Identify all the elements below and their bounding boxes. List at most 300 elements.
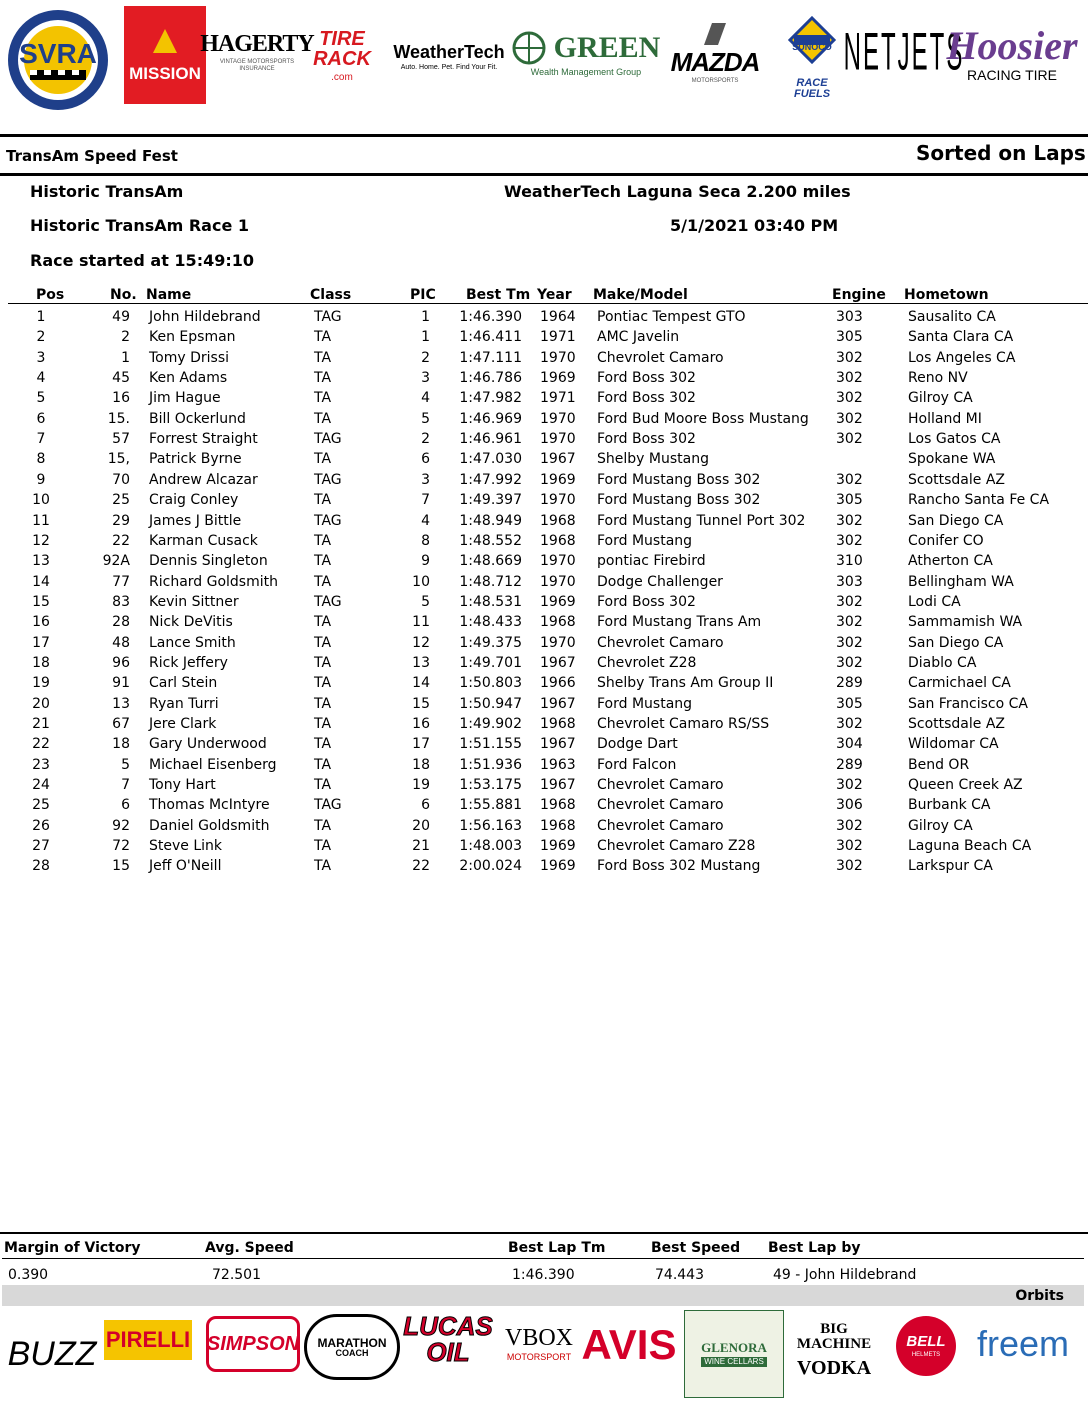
engine-cell: 302 [836, 390, 863, 407]
car-number-cell: 16 [112, 390, 130, 407]
result-row [0, 472, 1088, 492]
make-model-cell: Ford Mustang Boss 302 [597, 471, 761, 488]
hometown-cell: Lodi CA [908, 593, 961, 610]
car-number-cell: 96 [112, 654, 130, 671]
hometown-cell: Diablo CA [908, 654, 977, 671]
class-cell: TA [314, 573, 332, 590]
hometown-cell: Sammamish WA [908, 614, 1023, 631]
sunoco-logo [782, 8, 842, 108]
hometown-cell: Spokane WA [908, 451, 996, 468]
pic-cell: 2 [421, 349, 430, 366]
pic-cell: 19 [412, 777, 430, 794]
result-row [0, 716, 1088, 736]
pic-cell: 3 [421, 370, 430, 387]
simpson-logo [206, 1316, 300, 1372]
engine-cell: 302 [836, 410, 863, 427]
best-time-cell: 1:55.881 [459, 797, 522, 814]
best-time-cell: 1:48.531 [459, 593, 522, 610]
sort-label: Sorted on Laps [916, 141, 1086, 165]
engine-cell: 302 [836, 512, 863, 529]
year-cell: 1970 [540, 349, 576, 366]
weathertech-tagline: Auto. Home. Pet. Find Your Fit. [400, 63, 498, 71]
driver-name-cell: Thomas McIntyre [149, 797, 270, 814]
lucas-oil-wordmark: LUCAS OIL [403, 1311, 493, 1367]
best-time-cell: 1:46.969 [459, 410, 522, 427]
driver-name-cell: Ken Epsman [149, 329, 236, 346]
engine-cell: 302 [836, 817, 863, 834]
pos-cell: 6 [36, 410, 46, 427]
pic-cell: 10 [412, 573, 430, 590]
year-cell: 1970 [540, 410, 576, 427]
pic-cell: 7 [421, 492, 430, 509]
result-row [0, 370, 1088, 390]
class-cell: TA [314, 817, 332, 834]
car-number-cell: 91 [112, 675, 130, 692]
group-name: Historic TransAm [30, 182, 184, 201]
tirerack-logo [302, 18, 382, 94]
hometown-cell: Scottsdale AZ [908, 471, 1006, 488]
col-name: Name [146, 287, 192, 303]
col-best-time: Best Tm [466, 287, 531, 303]
result-row [0, 777, 1088, 797]
best-time-cell: 1:46.411 [459, 329, 522, 346]
engine-cell: 302 [836, 777, 863, 794]
pos-cell: 26 [32, 817, 50, 834]
best-time-cell: 1:49.375 [459, 634, 522, 651]
class-cell: TA [314, 349, 332, 366]
weathertech-wordmark: WeatherTech [393, 41, 505, 62]
class-cell: TA [314, 329, 332, 346]
class-cell: TA [314, 858, 332, 875]
pic-cell: 12 [412, 634, 430, 651]
column-header-rule [8, 303, 1088, 304]
year-cell: 1971 [540, 329, 576, 346]
make-model-cell: Chevrolet Z28 [597, 654, 697, 671]
make-model-cell: Ford Falcon [597, 756, 677, 773]
make-model-cell: Pontiac Tempest GTO [597, 309, 746, 325]
driver-name-cell: Tony Hart [149, 777, 216, 794]
driver-name-cell: John Hildebrand [149, 309, 261, 325]
best-time-cell: 1:48.949 [459, 512, 522, 529]
engine-cell: 302 [836, 431, 863, 448]
year-cell: 1969 [540, 838, 576, 855]
car-number-cell: 28 [112, 614, 130, 631]
engine-cell: 302 [836, 370, 863, 387]
class-cell: TAG [314, 309, 342, 325]
year-cell: 1970 [540, 492, 576, 509]
engine-cell: 302 [836, 349, 863, 366]
svra-logo [2, 4, 114, 116]
make-model-cell: Ford Bud Moore Boss Mustang [597, 410, 809, 427]
result-row [0, 614, 1088, 634]
pos-cell: 2 [36, 329, 46, 346]
margin-of-victory-value: 0.390 [8, 1267, 49, 1283]
session-datetime: 5/1/2021 03:40 PM [670, 216, 839, 235]
driver-name-cell: Forrest Straight [149, 431, 258, 448]
pos-cell: 16 [32, 614, 50, 631]
big-machine-wordmark: BIG MACHINE [796, 1321, 872, 1352]
pic-cell: 17 [412, 736, 430, 753]
pos-cell: 3 [36, 349, 46, 366]
engine-cell: 303 [836, 309, 863, 325]
pos-cell: 12 [32, 532, 50, 549]
class-cell: TA [314, 553, 332, 570]
driver-name-cell: Bill Ockerlund [149, 410, 246, 427]
engine-cell: 302 [836, 858, 863, 875]
bell-wordmark: BELL [906, 1332, 946, 1350]
year-cell: 1964 [540, 309, 576, 325]
avg-speed-value: 72.501 [212, 1267, 261, 1283]
best-time-cell: 1:56.163 [459, 817, 522, 834]
pic-cell: 22 [412, 858, 430, 875]
best-time-cell: 1:48.433 [459, 614, 522, 631]
pos-cell: 18 [32, 654, 50, 671]
pos-cell: 13 [32, 553, 50, 570]
hometown-cell: Gilroy CA [908, 817, 973, 834]
engine-cell: 302 [836, 654, 863, 671]
sunoco-wordmark: SUNOCO [792, 42, 832, 52]
pic-cell: 5 [421, 593, 430, 610]
mazda-wordmark: MAZDA [670, 47, 760, 78]
pic-cell: 1 [421, 329, 430, 346]
simpson-wordmark: SIMPSON [206, 1333, 300, 1355]
pos-cell: 8 [36, 451, 46, 468]
mission-wordmark: MISSION [129, 63, 201, 83]
pic-cell: 16 [412, 716, 430, 732]
driver-name-cell: Andrew Alcazar [149, 471, 258, 488]
make-model-cell: Ford Boss 302 [597, 390, 696, 407]
class-cell: TA [314, 451, 332, 468]
result-row [0, 635, 1088, 655]
green-wordmark: GREEN [553, 30, 661, 64]
car-number-cell: 15 [112, 858, 130, 875]
pos-cell: 5 [36, 390, 46, 407]
make-model-cell: Chevrolet Camaro RS/SS [597, 716, 770, 732]
best-time-cell: 1:47.111 [459, 349, 522, 366]
pirelli-wordmark: PIRELLI [105, 1327, 191, 1352]
car-number-cell: 48 [112, 634, 130, 651]
sunoco-diamond-icon [788, 16, 836, 64]
car-number-cell: 92A [102, 553, 130, 570]
col-hometown: Hometown [904, 287, 989, 303]
result-row [0, 696, 1088, 716]
driver-name-cell: Daniel Goldsmith [149, 817, 270, 834]
hometown-cell: Sausalito CA [908, 309, 996, 325]
make-model-cell: AMC Javelin [597, 329, 680, 346]
hometown-cell: Reno NV [908, 370, 968, 387]
hoosier-logo [946, 4, 1078, 104]
result-row [0, 594, 1088, 614]
result-row [0, 838, 1088, 858]
year-cell: 1968 [540, 512, 576, 529]
col-class: Class [310, 287, 352, 303]
engine-cell: 303 [836, 573, 863, 590]
class-cell: TAG [314, 471, 342, 488]
year-cell: 1968 [540, 716, 576, 732]
orbits-label: Orbits [1015, 1288, 1064, 1304]
hometown-cell: Rancho Santa Fe CA [908, 492, 1050, 509]
engine-cell: 310 [836, 553, 863, 570]
year-cell: 1967 [540, 736, 576, 753]
driver-name-cell: Tomy Drissi [149, 349, 230, 366]
race-start-time: Race started at 15:49:10 [30, 251, 255, 270]
best-time-cell: 1:53.175 [459, 777, 522, 794]
make-model-cell: Ford Mustang [597, 532, 693, 549]
marathon-coach-text: COACH [335, 1347, 369, 1358]
year-cell: 1968 [540, 614, 576, 631]
engine-cell: 302 [836, 532, 863, 549]
best-lap-by-value: 49 - John Hildebrand [773, 1267, 917, 1283]
make-model-cell: Ford Boss 302 [597, 593, 696, 610]
car-number-cell: 5 [121, 756, 130, 773]
class-cell: TA [314, 410, 332, 427]
pic-cell: 1 [421, 309, 430, 325]
car-number-cell: 7 [121, 777, 130, 794]
glenora-wordmark: GLENORA [701, 1339, 767, 1355]
best-time-cell: 1:48.003 [459, 838, 522, 855]
car-number-cell: 6 [121, 797, 130, 814]
sunoco-tagline: RACE FUELS [793, 77, 831, 100]
tirerack-domain: .com [331, 72, 353, 83]
green-tagline: Wealth Management Group [530, 66, 642, 77]
class-cell: TA [314, 634, 332, 651]
pos-cell: 28 [32, 858, 50, 875]
car-number-cell: 49 [112, 309, 130, 325]
pic-cell: 18 [412, 756, 430, 773]
vbox-logo [505, 1314, 574, 1374]
buzz-wordmark: BUZZ [7, 1335, 97, 1373]
hometown-cell: Santa Clara CA [908, 329, 1014, 346]
driver-name-cell: Gary Underwood [149, 736, 267, 753]
result-row [0, 451, 1088, 471]
driver-name-cell: Jere Clark [149, 716, 217, 732]
hometown-cell: Carmichael CA [908, 675, 1011, 692]
big-machine-vodka-text: VODKA [796, 1357, 872, 1379]
driver-name-cell: Rick Jeffery [149, 654, 228, 671]
hometown-cell: Wildomar CA [908, 736, 999, 753]
hometown-cell: Holland MI [908, 410, 982, 427]
best-time-cell: 1:46.786 [459, 370, 522, 387]
driver-name-cell: Karman Cusack [149, 532, 258, 549]
hometown-cell: Los Gatos CA [908, 431, 1001, 448]
driver-name-cell: Carl Stein [149, 675, 218, 692]
hometown-cell: San Diego CA [908, 512, 1004, 529]
make-model-cell: Ford Boss 302 Mustang [597, 858, 761, 875]
class-cell: TA [314, 695, 332, 712]
result-row [0, 492, 1088, 512]
car-number-cell: 1 [121, 349, 130, 366]
class-cell: TAG [314, 797, 342, 814]
year-cell: 1968 [540, 797, 576, 814]
make-model-cell: Ford Mustang Tunnel Port 302 [597, 512, 806, 529]
pic-cell: 11 [412, 614, 430, 631]
mission-bell-icon [153, 29, 177, 53]
engine-cell: 302 [836, 471, 863, 488]
col-no: No. [110, 287, 137, 303]
engine-cell: 302 [836, 593, 863, 610]
engine-cell: 305 [836, 492, 863, 509]
glenora-logo [684, 1310, 784, 1398]
pos-cell: 15 [32, 593, 50, 610]
driver-name-cell: Michael Eisenberg [149, 756, 277, 773]
session-name: Historic TransAm Race 1 [30, 216, 250, 235]
orbits-bar [2, 1285, 1084, 1306]
class-cell: TA [314, 654, 332, 671]
engine-cell: 302 [836, 634, 863, 651]
car-number-cell: 77 [112, 573, 130, 590]
car-number-cell: 67 [112, 716, 130, 732]
event-title: TransAm Speed Fest [6, 147, 178, 165]
pic-cell: 9 [421, 553, 430, 570]
year-cell: 1969 [540, 858, 576, 875]
pos-cell: 22 [32, 736, 50, 753]
col-pic: PIC [410, 287, 436, 303]
sponsor-banner-bottom [0, 1306, 1088, 1408]
footer-top-rule [0, 1232, 1088, 1234]
year-cell: 1963 [540, 756, 576, 773]
year-cell: 1970 [540, 573, 576, 590]
driver-name-cell: Jim Hague [149, 390, 221, 407]
avg-speed-label: Avg. Speed [205, 1240, 294, 1256]
hometown-cell: Queen Creek AZ [908, 777, 1023, 794]
result-row [0, 513, 1088, 533]
best-time-cell: 1:51.155 [459, 736, 522, 753]
tirerack-wordmark: TIRE RACK [313, 28, 371, 70]
car-number-cell: 13 [112, 695, 130, 712]
best-lap-time-value: 1:46.390 [512, 1267, 575, 1283]
best-time-cell: 1:49.397 [459, 492, 522, 509]
year-cell: 1966 [540, 675, 576, 692]
sponsor-banner-top [0, 0, 1088, 128]
result-row [0, 390, 1088, 410]
result-row [0, 574, 1088, 594]
car-number-cell: 45 [112, 370, 130, 387]
green-wealth-logo [514, 8, 661, 100]
hoosier-tagline: RACING TIRE [967, 67, 1057, 83]
pos-cell: 24 [32, 777, 50, 794]
netjets-logo [843, 6, 965, 102]
result-row [0, 797, 1088, 817]
result-row [0, 411, 1088, 431]
header-top-rule [0, 134, 1088, 137]
driver-name-cell: Steve Link [149, 838, 223, 855]
engine-cell: 306 [836, 797, 863, 814]
hoosier-wordmark: Hoosier [946, 23, 1078, 68]
header-bottom-rule [0, 173, 1088, 176]
hagerty-wordmark: HAGERTY [200, 30, 314, 57]
make-model-cell: Chevrolet Camaro [597, 349, 724, 366]
make-model-cell: Chevrolet Camaro [597, 817, 724, 834]
car-number-cell: 15, [107, 451, 130, 468]
class-cell: TA [314, 736, 332, 753]
pos-cell: 10 [32, 492, 50, 509]
result-row [0, 329, 1088, 349]
col-year: Year [537, 287, 572, 303]
hagerty-tagline: VINTAGE MOTORSPORTS INSURANCE [219, 58, 295, 72]
engine-cell: 305 [836, 329, 863, 346]
driver-name-cell: Craig Conley [149, 492, 239, 509]
pic-cell: 4 [421, 390, 430, 407]
bell-tagline: HELMETS [911, 1351, 941, 1358]
col-pos: Pos [36, 287, 65, 303]
best-lap-time-label: Best Lap Tm [508, 1240, 606, 1256]
margin-of-victory-label: Margin of Victory [4, 1240, 141, 1256]
best-time-cell: 1:48.669 [459, 553, 522, 570]
best-time-cell: 1:48.552 [459, 532, 522, 549]
make-model-cell: Dodge Challenger [597, 573, 723, 590]
class-cell: TA [314, 756, 332, 773]
make-model-cell: Ford Mustang Boss 302 [597, 492, 761, 509]
year-cell: 1967 [540, 451, 576, 468]
pos-cell: 21 [32, 716, 50, 732]
year-cell: 1967 [540, 695, 576, 712]
lucas-oil-logo [398, 1311, 498, 1367]
class-cell: TA [314, 675, 332, 692]
avis-wordmark: AVIS [581, 1321, 677, 1368]
pos-cell: 1 [36, 309, 46, 325]
best-time-cell: 1:50.803 [459, 675, 522, 692]
car-number-cell: 2 [121, 329, 130, 346]
year-cell: 1968 [540, 532, 576, 549]
class-cell: TA [314, 390, 332, 407]
hometown-cell: Scottsdale AZ [908, 716, 1006, 732]
pos-cell: 20 [32, 695, 50, 712]
pic-cell: 8 [421, 532, 430, 549]
class-cell: TAG [314, 593, 342, 610]
best-time-cell: 2:00.024 [459, 858, 522, 875]
freem-wordmark: freem [976, 1323, 1070, 1364]
driver-name-cell: Ryan Turri [149, 695, 219, 712]
engine-cell: 302 [836, 838, 863, 855]
car-number-cell: 25 [112, 492, 130, 509]
col-make-model: Make/Model [593, 287, 688, 303]
year-cell: 1969 [540, 471, 576, 488]
class-cell: TA [314, 532, 332, 549]
hometown-cell: Bend OR [908, 756, 970, 773]
make-model-cell: Chevrolet Camaro [597, 797, 724, 814]
pic-cell: 15 [412, 695, 430, 712]
result-row [0, 309, 1088, 329]
car-number-cell: 83 [112, 593, 130, 610]
hometown-cell: Laguna Beach CA [908, 838, 1032, 855]
pos-cell: 19 [32, 675, 50, 692]
marathon-logo [304, 1314, 400, 1380]
make-model-cell: Chevrolet Camaro [597, 634, 724, 651]
year-cell: 1967 [540, 654, 576, 671]
car-number-cell: 15. [107, 410, 130, 427]
car-number-cell: 70 [112, 471, 130, 488]
result-row [0, 757, 1088, 777]
pic-cell: 6 [421, 451, 430, 468]
year-cell: 1970 [540, 634, 576, 651]
best-speed-label: Best Speed [651, 1240, 741, 1256]
driver-name-cell: Kevin Sittner [149, 593, 239, 610]
best-time-cell: 1:49.902 [459, 716, 522, 732]
engine-cell: 305 [836, 695, 863, 712]
engine-cell: 289 [836, 675, 863, 692]
engine-cell: 302 [836, 716, 863, 732]
footer-header-rule [2, 1258, 1084, 1259]
freem-logo [968, 1314, 1078, 1374]
marathon-wordmark: MARATHON [317, 1335, 387, 1350]
hometown-cell: Larkspur CA [908, 858, 993, 875]
pic-cell: 5 [421, 410, 430, 427]
best-time-cell: 1:51.936 [459, 756, 522, 773]
result-row [0, 431, 1088, 451]
make-model-cell: pontiac Firebird [597, 553, 706, 570]
driver-name-cell: Dennis Singleton [149, 553, 268, 570]
best-time-cell: 1:47.030 [459, 451, 522, 468]
